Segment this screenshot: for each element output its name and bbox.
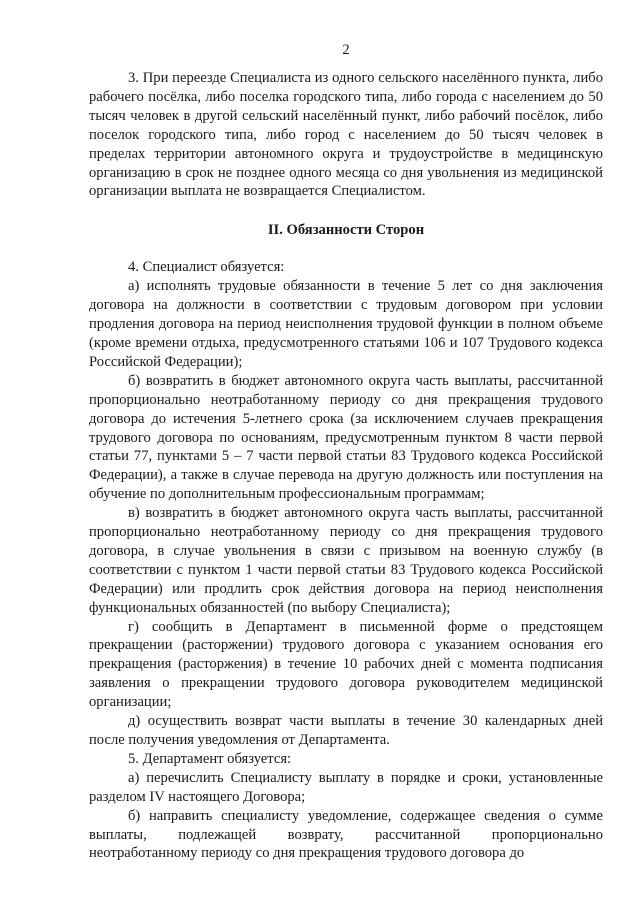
clause-3-paragraph: 3. При переезде Специалиста из одного сельского населённого пункта, либо рабочего посёлка, либо поселка городского типа, либо города с населением до 50 тысяч человек в другой сельский населённый пункт, либо рабочий посёлок, либо поселок городского типа, либо город с населением до 50 тысяч человек в пределах территории автономного округа и трудоустройстве в медицинскую организацию в срок не позднее одного месяца со дня увольнения из медицинской организации выплата не возвращается Специалистом. [89,70,603,200]
clause-4-item-d: д) осуществить возврат части выплаты в течение 30 календарных дней после получения уведомления от Департамента. [89,713,603,748]
clause-4-intro: 4. Специалист обязуется: [128,259,285,276]
clause-5-item-b: б) направить специалисту уведомление, содержащее сведения о сумме выплаты, подлежащей возврату, рассчитанной пропорционально неотработанному периоду со дня прекращения трудового договора до [89,807,603,862]
clause-4-item-v: в) возвратить в бюджет автономного округа часть выплаты, рассчитанной пропорционально неотработанному периоду со дня прекращения трудового договора, в случае увольнения в связи с призывом на военную службу (в соответствии с пунктом 1 части первой статьи 83 Трудового кодекса Российской Федерации) или продлить срок действия договора на период неисполнения функциональных обязанностей (по выбору Специалиста); [89,505,603,616]
clause-5-intro: 5. Департамент обязуется: [128,750,292,767]
clause-4-item-a: а) исполнять трудовые обязанности в течение 5 лет со дня заключения договора на должности в соответствии с трудовым договором при условии продления договора на период неисполнения трудовой функции в полном объеме (кроме времени отдыха, предусмотренного статьями 106 и 107 Трудового кодекса Российской Федерации); [89,278,603,370]
page-number: 2 [342,42,350,58]
clause-4-item-g: г) сообщить в Департамент в письменной форме о предстоящем прекращении (расторжении) трудового договора с указанием основания его прекращения (расторжения) в течение 10 рабочих дней с момента подписания заявления о прекращении трудового договора руководителем медицинской организации; [89,618,603,711]
clause-4-item-b: б) возвратить в бюджет автономного округа часть выплаты, рассчитанной пропорционально неотработанному периоду со дня прекращения трудового договора до истечения 5-летнего срока (за исключением случаев прекращения трудового договора по основаниям, предусмотренным пунктом 8 части первой статьи 77, пунктами 5 – 7 части первой статьи 83 Трудового кодекса Российской Федерации), а также в случае перевода на другую должность или поступления на обучение по дополнительным профессиональным программам; [89,372,603,503]
clause-5-item-a: а) перечислить Специалисту выплату в порядке и сроки, установленные разделом IV настоящего Договора; [89,769,603,805]
section-title: II. Обязанности Сторон [267,222,425,239]
document-body [89,69,603,863]
